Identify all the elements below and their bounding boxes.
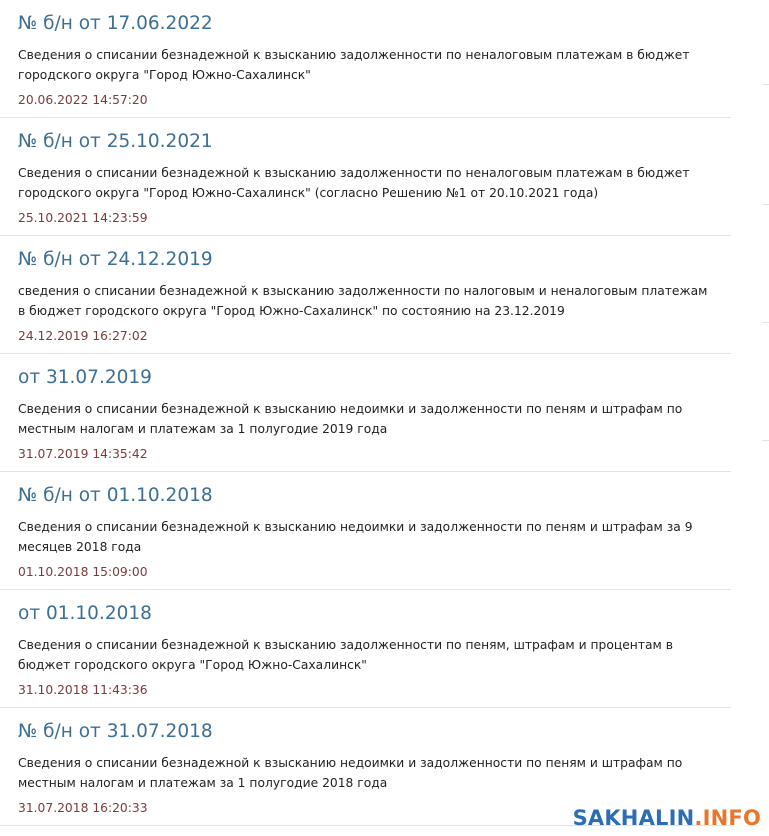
document-description: Сведения о списании безнадежной к взысканию задолженности по неналоговым платежам в бюджет городского округа "Город Южно-Сахалинск" (согласно Решению №1 от 20.10.2021 года) [18, 166, 690, 200]
document-title-link[interactable]: № б/н от 17.06.2022 [18, 13, 213, 34]
document-description: Сведения о списании безнадежной к взысканию недоимки и задолженности по пеням и штрафам за 9 месяцев 2018 года [18, 520, 693, 554]
document-title-link[interactable]: № б/н от 01.10.2018 [18, 485, 213, 506]
list-item [0, 236, 731, 354]
document-timestamp: 24.12.2019 16:27:02 [18, 329, 148, 343]
document-title-link[interactable]: № б/н от 24.12.2019 [18, 249, 213, 270]
document-description: Сведения о списании безнадежной к взысканию недоимки и задолженности по пеням и штрафам по местным налогам и платежам за 1 полугодие 2019 года [18, 402, 683, 436]
document-title-link[interactable]: от 31.07.2019 [18, 367, 152, 388]
watermark-tld: INFO [702, 806, 761, 830]
list-item [0, 472, 731, 590]
document-description: Сведения о списании безнадежной к взысканию задолженности по пеням, штрафам и процентам в бюджет городского округа "Город Южно-Сахалинск" [18, 638, 673, 672]
divider [762, 84, 769, 85]
sakhalin-info-watermark [573, 805, 761, 831]
document-description: Сведения о списании безнадежной к взысканию недоимки и задолженности по пеням и штрафам по местным налогам и платежам за 1 полугодие 2018 года [18, 756, 683, 790]
document-description: Сведения о списании безнадежной к взысканию задолженности по неналоговым платежам в бюджет городского округа "Город Южно-Сахалинск" [18, 48, 690, 82]
document-timestamp: 31.10.2018 11:43:36 [18, 683, 148, 697]
document-title-link[interactable]: № б/н от 31.07.2018 [18, 721, 213, 742]
document-description: сведения о списании безнадежной к взысканию задолженности по налоговым и неналоговым платежам в бюджет городского округа "Город Южно-Сахалинск" по состоянию на 23.12.2019 [18, 284, 708, 318]
watermark-dot: . [694, 806, 703, 830]
list-item [0, 354, 731, 472]
document-timestamp: 25.10.2021 14:23:59 [18, 211, 148, 225]
divider [762, 322, 769, 323]
document-timestamp: 20.06.2022 14:57:20 [18, 93, 148, 107]
document-timestamp: 01.10.2018 15:09:00 [18, 565, 148, 579]
document-title-link[interactable]: от 01.10.2018 [18, 603, 152, 624]
watermark-main: SAKHALIN [572, 806, 695, 830]
divider [762, 204, 769, 205]
list-item [0, 590, 731, 708]
document-title-link[interactable]: № б/н от 25.10.2021 [18, 131, 213, 152]
list-item [0, 118, 731, 236]
document-timestamp: 31.07.2018 16:20:33 [18, 801, 148, 815]
document-timestamp: 31.07.2019 14:35:42 [18, 447, 148, 461]
divider [762, 440, 769, 441]
list-item [0, 0, 731, 118]
